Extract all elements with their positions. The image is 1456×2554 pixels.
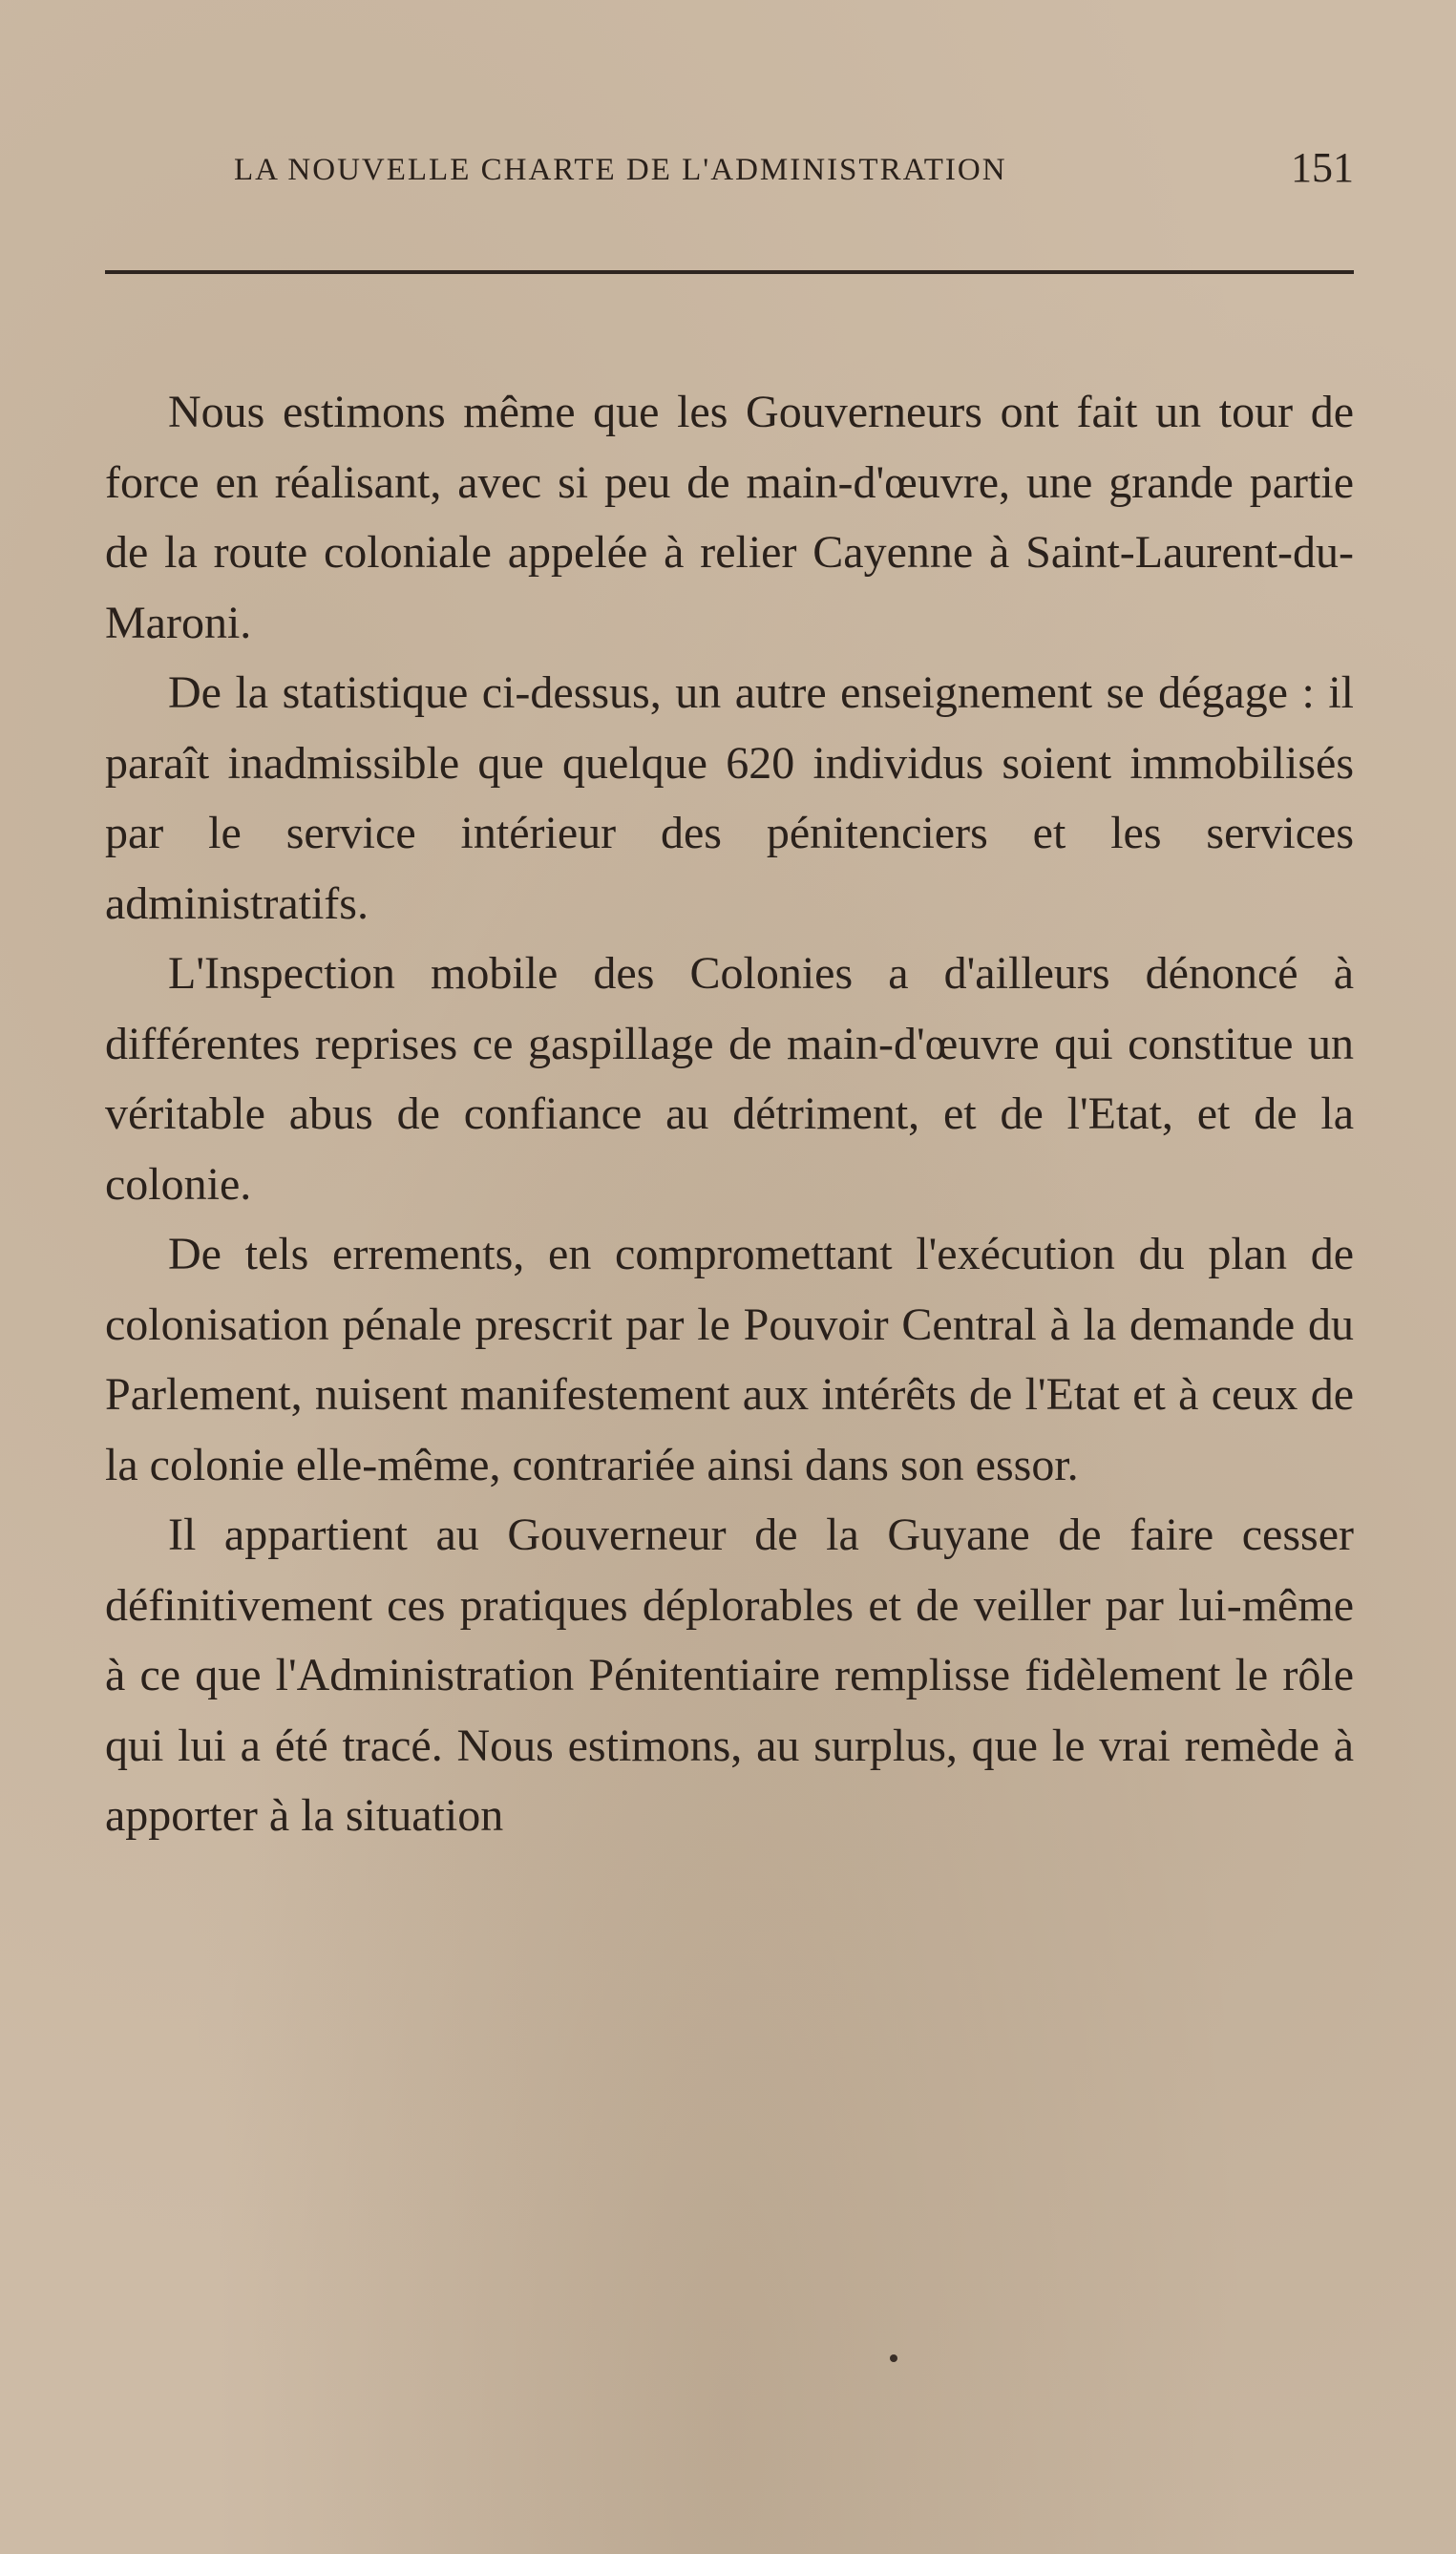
- page-number: 151: [1291, 144, 1354, 191]
- body-text: [105, 377, 1354, 1851]
- paragraph: Nous estimons même que les Gouverneurs ont fait un tour de force en réalisant, avec si peu de main-d'œuvre, une grande partie de la route coloniale appelée à relier Cayenne à Saint-Laurent-du-Maroni.: [105, 387, 1354, 648]
- paragraph: L'Inspection mobile des Colonies a d'ailleurs dénoncé à différentes reprises ce gaspillage de main-d'œuvre qui constitue un véritable abus de confiance au détriment, et de l'Etat, et de la colonie.: [105, 948, 1354, 1210]
- paragraph: Il appartient au Gouverneur de la Guyane de faire cesser définitivement ces pratiques déplorables et de veiller par lui-même à ce que l'Administration Pénitentiaire remplisse fidèlement le rôle qui lui a été tracé. Nous estimons, au surplus, que le vrai remède à apporter à la situation: [105, 1509, 1354, 1841]
- paragraph: De la statistique ci-dessus, un autre enseignement se dégage : il paraît inadmissible que quelque 620 individus soient immobilisés par le service intérieur des pénitenciers et les services administratifs.: [105, 667, 1354, 929]
- running-header: [105, 143, 1354, 201]
- ink-speck: [890, 2354, 897, 2362]
- header-rule: [105, 270, 1354, 274]
- paragraph: De tels errements, en compromettant l'exécution du plan de colonisation pénale prescrit par le Pouvoir Central à la demande du Parlement, nuisent manifestement aux intérêts de l'Etat et à ceux de la colonie elle-même, contrariée ainsi dans son essor.: [105, 1229, 1354, 1490]
- running-title: LA NOUVELLE CHARTE DE L'ADMINISTRATION: [234, 153, 1007, 187]
